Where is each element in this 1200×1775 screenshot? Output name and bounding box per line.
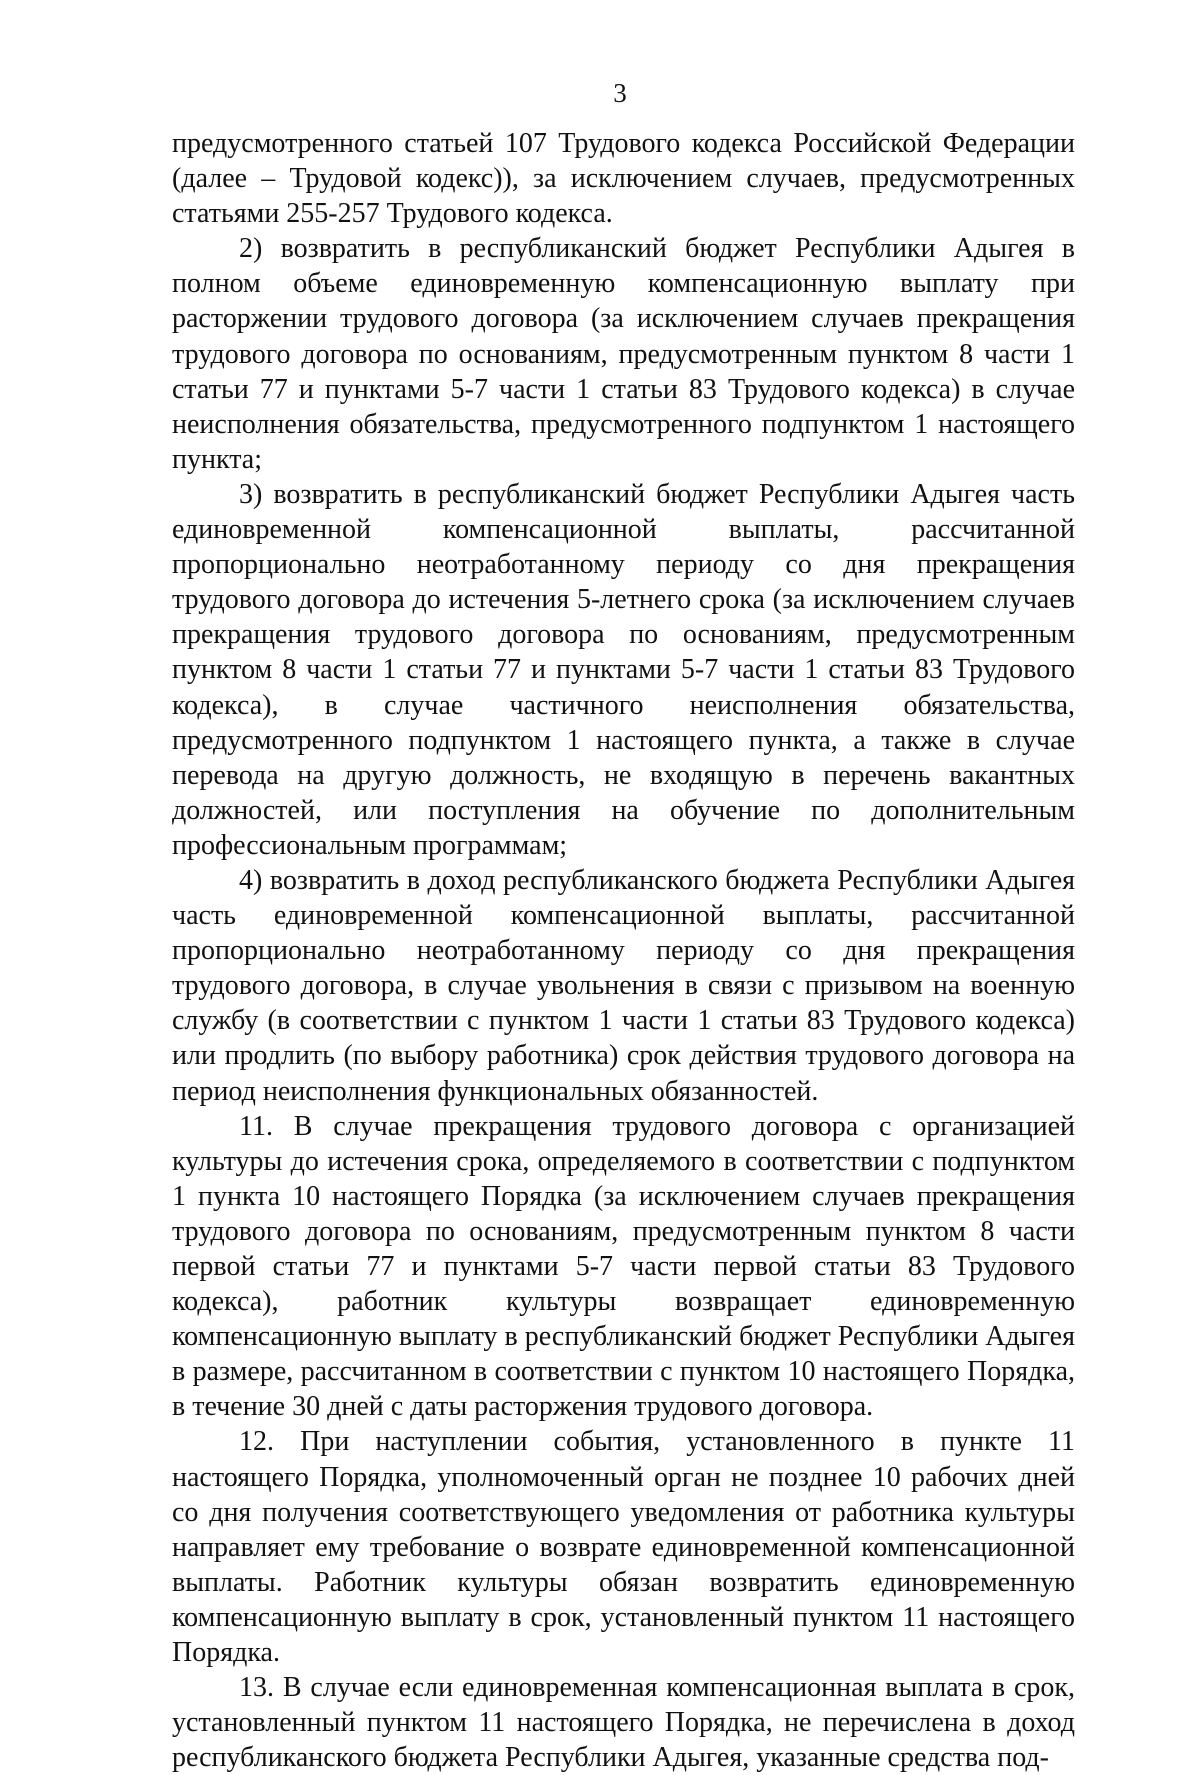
paragraph-item-2: 2) возвратить в республиканский бюджет Республики Адыгея в полном объеме единовременную компенсационную выплату при расторжении трудового договора (за исключением случаев прекращения трудового договора по основаниям, предусмотренным пунктом 8 части 1 статьи 77 и пунктами 5-7 части 1 статьи 83 Трудового кодекса) в случае неисполнения обязательства, предусмотренного подпунктом 1 настоящего пункта; xyxy=(172,233,1075,475)
paragraph-continuation: предусмотренного статьей 107 Трудового кодекса Российской Федерации (далее – Трудовой кодекс)), за исключением случаев, предусмотренных статьями 255-257 Трудового кодекса. xyxy=(172,128,1075,230)
paragraph-item-12: 12. При наступлении события, установленного в пункте 11 настоящего Порядка, уполномоченный орган не позднее 10 рабочих дней со дня получения соответствующего уведомления от работника культуры направляет ему требование о возврате единовременной компенсационной выплаты. Работник культуры обязан возвратить единовременную компенсационную выплату в срок, установленный пунктом 11 настоящего Порядка. xyxy=(172,1426,1075,1669)
paragraph-item-3: 3) возвратить в республиканский бюджет Республики Адыгея часть единовременной компенсационной выплаты, рассчитанной пропорционально неотработанному периоду со дня прекращения трудового договора до истечения 5-летнего срока (за исключением случаев прекращения трудового договора по основаниям, предусмотренным пунктом 8 части 1 статьи 77 и пунктами 5-7 части 1 статьи 83 Трудового кодекса), в случае частичного неисполнения обязательства, предусмотренного подпунктом 1 настоящего пункта, а также в случае перевода на другую должность, не входящую в перечень вакантных должностей, или поступления на обучение по дополнительным профессиональным программам; xyxy=(172,478,1075,861)
document-body xyxy=(172,126,1075,1775)
paragraph-item-11: 11. В случае прекращения трудового договора с организацией культуры до истечения срока, определяемого в соответствии с подпунктом 1 пункта 10 настоящего Порядка (за исключением случаев прекращения трудового договора по основаниям, предусмотренным пунктом 8 части первой статьи 77 и пунктами 5-7 части первой статьи 83 Трудового кодекса), работник культуры возвращает единовременную компенсационную выплату в республиканский бюджет Республики Адыгея в размере, рассчитанном в соответствии с пунктом 10 настоящего Порядка, в течение 30 дней с даты расторжения трудового договора. xyxy=(172,1110,1075,1423)
page-number: 3 xyxy=(613,78,627,108)
paragraph-item-4: 4) возвратить в доход республиканского бюджета Республики Адыгея часть единовременной компенсационной выплаты, рассчитанной пропорционально неотработанному периоду со дня прекращения трудового договора, в случае увольнения в связи с призывом на военную службу (в соответствии с пунктом 1 части 1 статьи 83 Трудового кодекса) или продлить (по выбору работника) срок действия трудового договора на период неисполнения функциональных обязанностей. xyxy=(172,864,1075,1107)
paragraph-item-13: 13. В случае если единовременная компенсационная выплата в срок, установленный пунктом 11 настоящего Порядка, не перечислена в доход республиканского бюджета Республики Адыгея, указанные средства под- xyxy=(172,1672,1075,1774)
